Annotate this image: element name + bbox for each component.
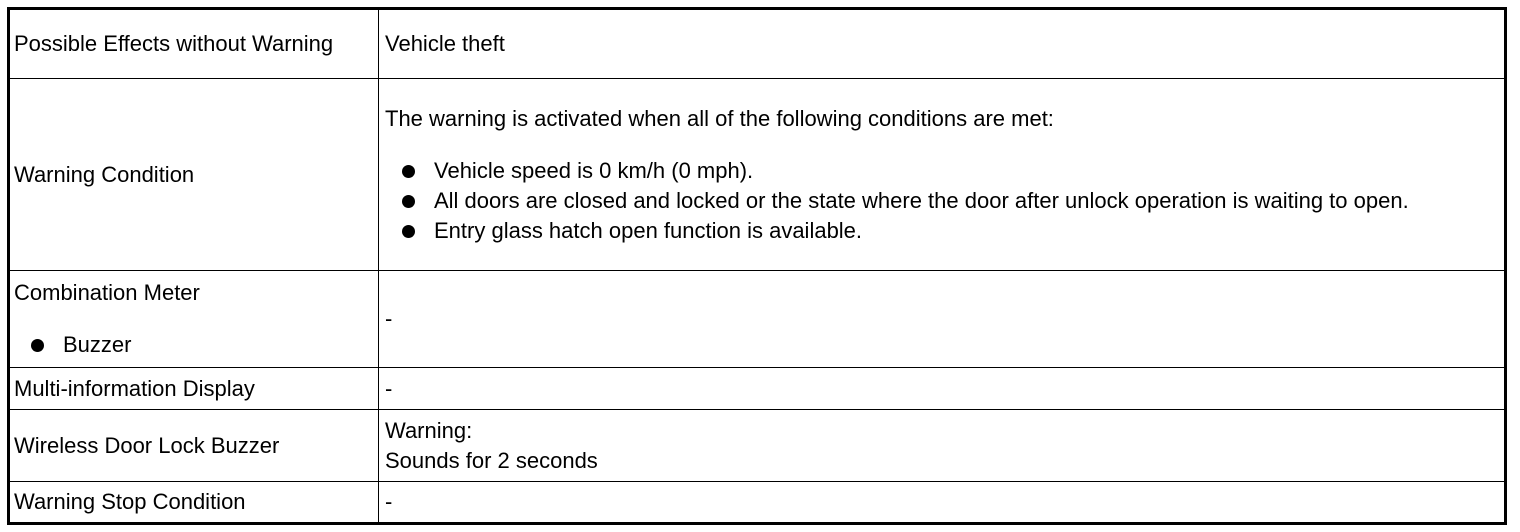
row-label: Possible Effects without Warning (9, 9, 379, 79)
list-item: Entry glass hatch open function is available. (385, 216, 1500, 246)
buzzer-value-line: Warning: (385, 417, 473, 443)
list-item: All doors are closed and locked or the state where the door after unlock operation is waiting to open. (385, 186, 1500, 216)
row-value: - (379, 482, 1506, 524)
list-item: Vehicle speed is 0 km/h (0 mph). (385, 156, 1500, 186)
warning-spec-table (7, 7, 1507, 525)
table-row (9, 9, 1506, 79)
table-row (9, 482, 1506, 524)
table-row (9, 271, 1506, 368)
combination-meter-cell (9, 271, 379, 368)
buzzer-value-cell (379, 410, 1506, 482)
warning-condition-cell (379, 79, 1506, 271)
row-value: - (379, 368, 1506, 410)
row-value: - (379, 271, 1506, 368)
condition-intro: The warning is activated when all of the following conditions are met: (385, 105, 1054, 131)
row-value: Vehicle theft (379, 9, 1506, 79)
meter-sub-list (14, 330, 374, 360)
buzzer-value-line: Sounds for 2 seconds (385, 447, 598, 473)
condition-list (385, 156, 1500, 246)
row-label: Combination Meter (14, 280, 200, 305)
table-row (9, 410, 1506, 482)
table-row (9, 79, 1506, 271)
row-label: Multi-information Display (9, 368, 379, 410)
row-label: Wireless Door Lock Buzzer (9, 410, 379, 482)
list-item: Buzzer (14, 330, 374, 360)
row-label: Warning Condition (9, 79, 379, 271)
row-label: Warning Stop Condition (9, 482, 379, 524)
table-row (9, 368, 1506, 410)
